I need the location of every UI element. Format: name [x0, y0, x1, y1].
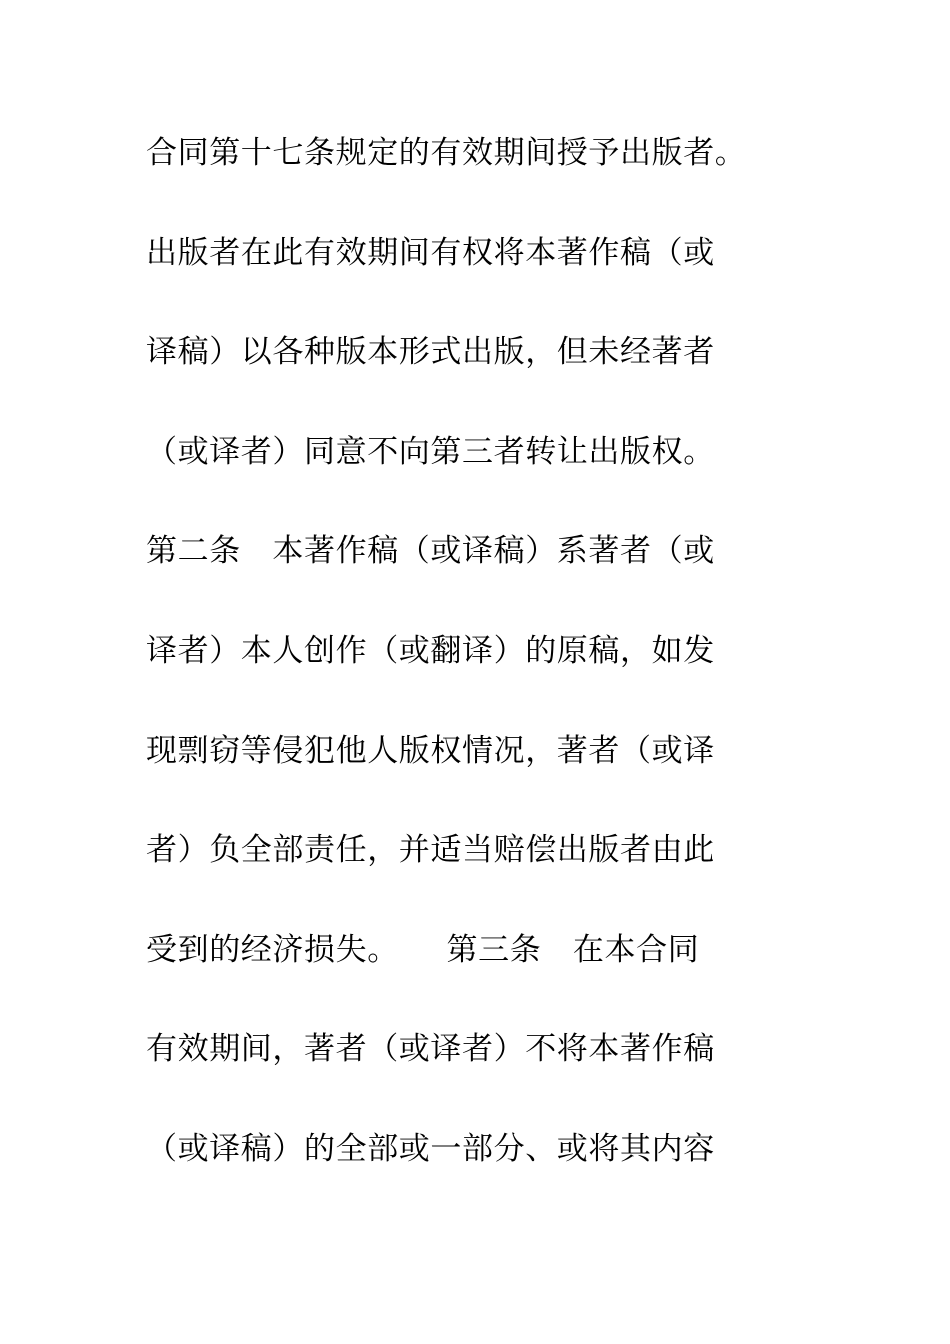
text-line: 现剽窃等侵犯他人版权情况，著者（或译 — [146, 732, 715, 769]
text-line: 译稿）以各种版本形式出版，但未经著者 — [146, 334, 715, 371]
text-line: （或译稿）的全部或一部分、或将其内容 — [146, 1130, 715, 1167]
text-line: 第二条 本著作稿（或译稿）系著者（或 — [146, 533, 715, 570]
text-line: 译者）本人创作（或翻译）的原稿，如发 — [146, 632, 715, 669]
text-line: 合同第十七条规定的有效期间授予出版者。 — [146, 135, 747, 171]
text-line: 受到的经济损失。 第三条 在本合同 — [146, 931, 700, 968]
text-line: 出版者在此有效期间有权将本著作稿（或 — [146, 234, 715, 271]
text-line: 有效期间，著者（或译者）不将本著作稿 — [146, 1031, 715, 1068]
contract-text — [146, 125, 806, 1221]
text-line: （或译者）同意不向第三者转让出版权。 — [146, 433, 715, 470]
text-line: 者）负全部责任，并适当赔偿出版者由此 — [146, 832, 715, 869]
